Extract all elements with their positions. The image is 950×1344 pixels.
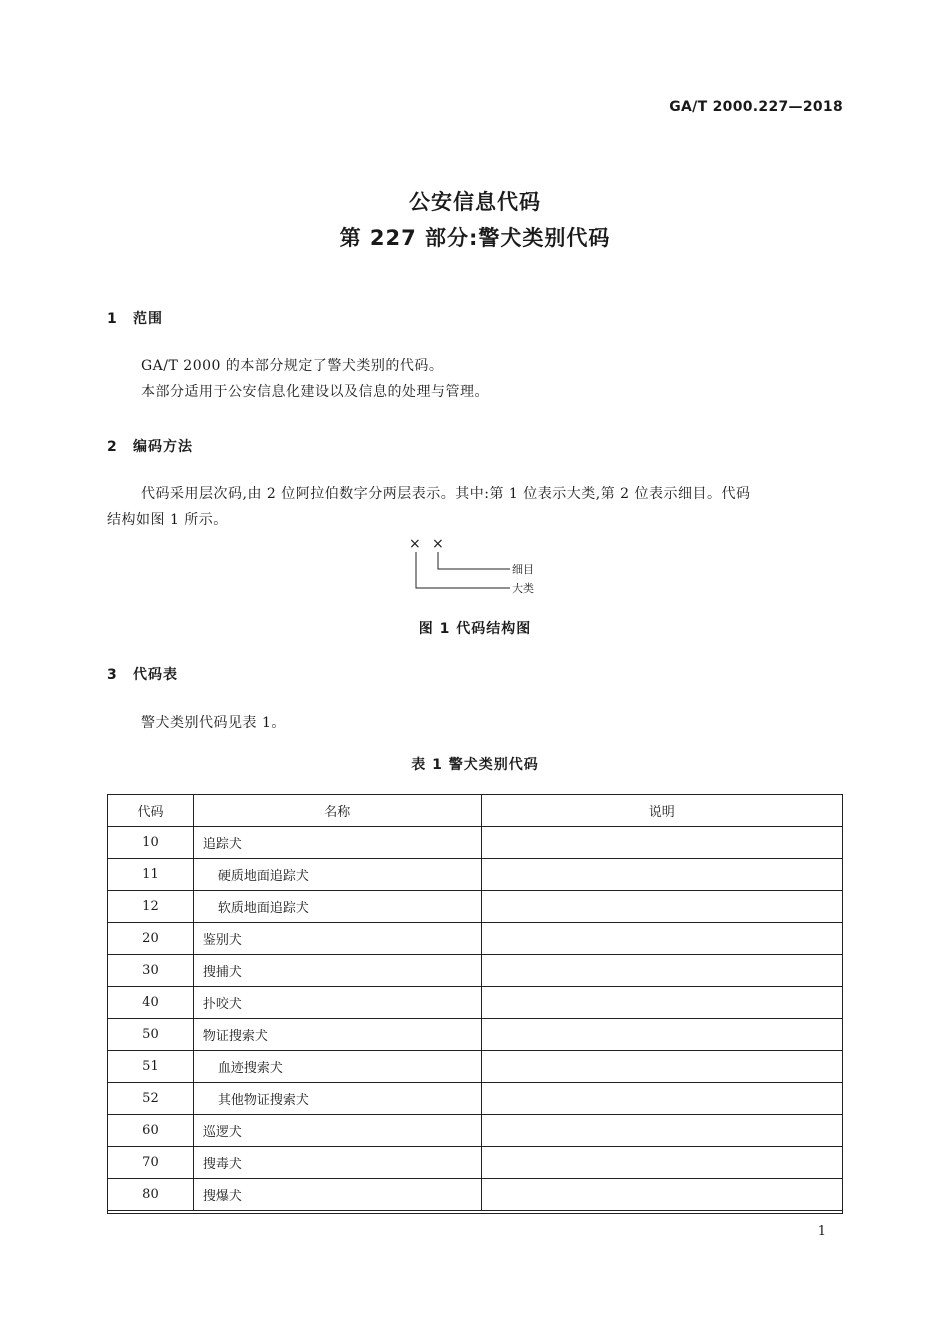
name-cell: 软质地面追踪犬 — [193, 891, 481, 923]
note-cell — [481, 827, 843, 859]
table-row — [108, 923, 843, 955]
note-cell — [481, 1051, 843, 1083]
code-cell: 80 — [108, 1179, 194, 1211]
code-cell: 50 — [108, 1019, 194, 1051]
table-row — [108, 1179, 843, 1211]
code-table-intro: 警犬类别代码见表 1。 — [141, 715, 286, 731]
code-cell: 51 — [108, 1051, 194, 1083]
code-cell: 52 — [108, 1083, 194, 1115]
name-cell: 鉴别犬 — [193, 923, 481, 955]
note-cell — [481, 923, 843, 955]
table-row — [108, 1019, 843, 1051]
code-cell: 20 — [108, 923, 194, 955]
digit-placeholder-2: × — [432, 536, 444, 552]
section-heading-scope — [107, 308, 163, 328]
standard-number: GA/T 2000.227—2018 — [669, 99, 843, 115]
note-cell — [481, 1115, 843, 1147]
name-cell: 血迹搜索犬 — [193, 1051, 481, 1083]
name-cell: 追踪犬 — [193, 827, 481, 859]
code-cell: 12 — [108, 891, 194, 923]
note-cell — [481, 1019, 843, 1051]
scope-paragraph-1: GA/T 2000 的本部分规定了警犬类别的代码。 — [141, 358, 444, 374]
diagram-connector-lines — [400, 538, 560, 600]
name-cell: 巡逻犬 — [193, 1115, 481, 1147]
name-cell: 扑咬犬 — [193, 987, 481, 1019]
note-cell — [481, 1147, 843, 1179]
note-cell — [481, 987, 843, 1019]
label-detail: 细目 — [512, 563, 534, 576]
table-row — [108, 987, 843, 1019]
note-cell — [481, 1179, 843, 1211]
note-cell — [481, 955, 843, 987]
note-cell — [481, 1083, 843, 1115]
name-cell: 其他物证搜索犬 — [193, 1083, 481, 1115]
header-code: 代码 — [108, 795, 194, 827]
name-cell: 硬质地面追踪犬 — [193, 859, 481, 891]
code-cell: 70 — [108, 1147, 194, 1179]
table-row — [108, 1051, 843, 1083]
figure-caption: 图 1 代码结构图 — [418, 621, 532, 637]
code-cell: 30 — [108, 955, 194, 987]
code-cell: 40 — [108, 987, 194, 1019]
note-cell — [481, 891, 843, 923]
table-row — [108, 1083, 843, 1115]
coding-paragraph-line1: 代码采用层次码,由 2 位阿拉伯数字分两层表示。其中:第 1 位表示大类,第 2 位表示细目。代码 — [141, 486, 751, 502]
code-cell: 11 — [108, 859, 194, 891]
table-row — [108, 1147, 843, 1179]
section-title: 代码表 — [133, 667, 178, 683]
table-row — [108, 1115, 843, 1147]
section-number: 1 — [107, 311, 118, 327]
note-cell — [481, 859, 843, 891]
document-title-line1: 公安信息代码 — [409, 190, 541, 214]
coding-paragraph-line2: 结构如图 1 所示。 — [107, 512, 228, 528]
section-heading-code-table — [107, 664, 178, 684]
code-structure-diagram — [400, 538, 560, 600]
name-cell: 搜毒犬 — [193, 1147, 481, 1179]
table-caption: 表 1 警犬类别代码 — [411, 757, 539, 773]
header-note: 说明 — [481, 795, 843, 827]
digit-placeholder-1: × — [409, 536, 421, 552]
name-cell: 物证搜索犬 — [193, 1019, 481, 1051]
code-cell: 60 — [108, 1115, 194, 1147]
code-cell: 10 — [108, 827, 194, 859]
header-name: 名称 — [193, 795, 481, 827]
table-row — [108, 859, 843, 891]
table-row — [108, 891, 843, 923]
section-title: 编码方法 — [133, 439, 193, 455]
table-row — [108, 827, 843, 859]
section-title: 范围 — [133, 311, 163, 327]
section-number: 3 — [107, 667, 118, 683]
table-row — [108, 955, 843, 987]
label-category: 大类 — [512, 582, 534, 595]
page-number: 1 — [817, 1224, 826, 1239]
name-cell: 搜爆犬 — [193, 1179, 481, 1211]
scope-paragraph-2: 本部分适用于公安信息化建设以及信息的处理与管理。 — [141, 384, 489, 400]
table-header-row — [108, 795, 843, 827]
police-dog-code-table — [107, 794, 843, 1211]
section-heading-coding — [107, 436, 193, 456]
name-cell: 搜捕犬 — [193, 955, 481, 987]
section-number: 2 — [107, 439, 118, 455]
document-title-line2: 第 227 部分:警犬类别代码 — [339, 226, 611, 250]
